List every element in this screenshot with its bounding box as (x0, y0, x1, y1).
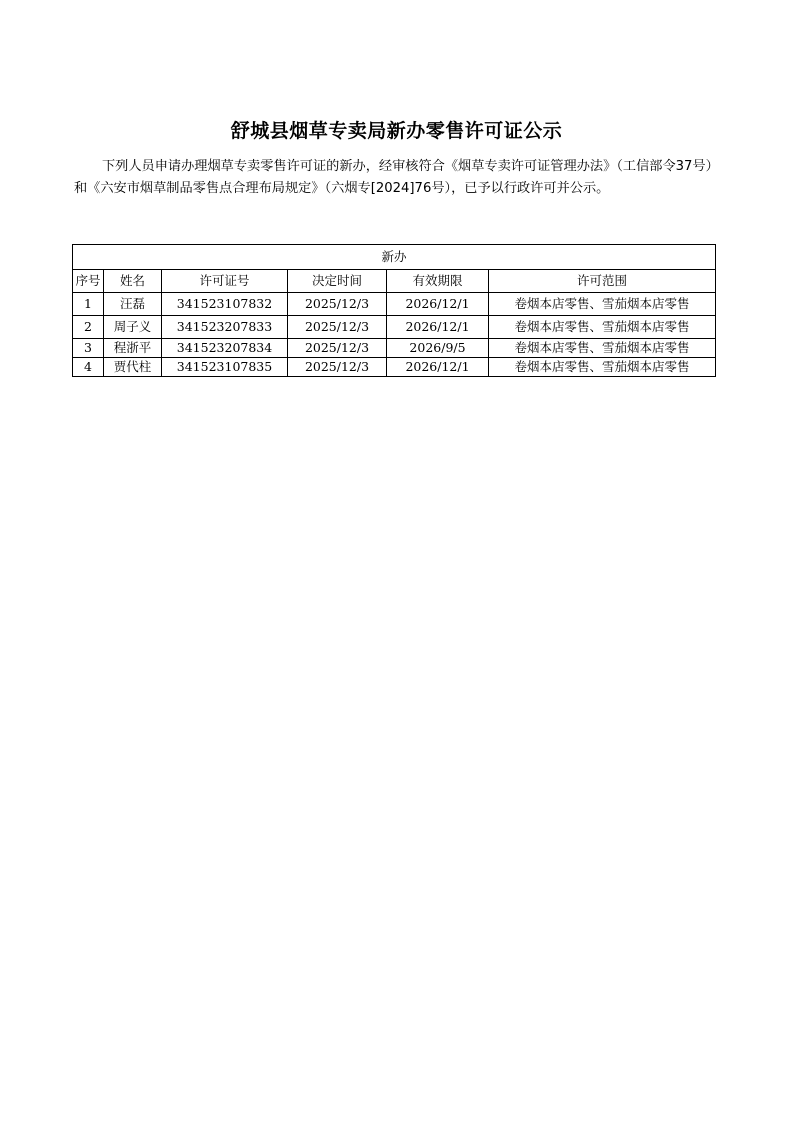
cell-scope: 卷烟本店零售、雪茄烟本店零售 (489, 293, 716, 316)
license-table (72, 244, 716, 377)
column-header-decision-date: 决定时间 (288, 270, 387, 293)
cell-license: 341523207833 (162, 316, 288, 339)
cell-scope: 卷烟本店零售、雪茄烟本店零售 (489, 339, 716, 358)
cell-decision-date: 2025/12/3 (288, 339, 387, 358)
column-header-license: 许可证号 (162, 270, 288, 293)
column-header-valid-until: 有效期限 (387, 270, 489, 293)
cell-name: 程浙平 (104, 339, 162, 358)
cell-valid-until: 2026/12/1 (387, 358, 489, 377)
cell-license: 341523107832 (162, 293, 288, 316)
column-header-name: 姓名 (104, 270, 162, 293)
table-group-header: 新办 (73, 245, 716, 270)
cell-valid-until: 2026/9/5 (387, 339, 489, 358)
table-row (73, 293, 716, 316)
cell-decision-date: 2025/12/3 (288, 293, 387, 316)
cell-decision-date: 2025/12/3 (288, 358, 387, 377)
cell-no: 1 (73, 293, 104, 316)
page-title: 舒城县烟草专卖局新办零售许可证公示 (230, 120, 563, 142)
table-row (73, 358, 716, 377)
cell-scope: 卷烟本店零售、雪茄烟本店零售 (489, 358, 716, 377)
cell-name: 汪磊 (104, 293, 162, 316)
table-group-header-row (73, 245, 716, 270)
cell-valid-until: 2026/12/1 (387, 293, 489, 316)
cell-no: 3 (73, 339, 104, 358)
column-header-no: 序号 (73, 270, 104, 293)
cell-name: 贾代柱 (104, 358, 162, 377)
cell-decision-date: 2025/12/3 (288, 316, 387, 339)
table-column-header-row (73, 270, 716, 293)
notice-paragraph: 下列人员申请办理烟草专卖零售许可证的新办，经审核符合《烟草专卖许可证管理办法》（工信部令37号）和《六安市烟草制品零售点合理布局规定》（六烟专[2024]76号），已予以行政许可并公示。 (74, 159, 719, 196)
cell-scope: 卷烟本店零售、雪茄烟本店零售 (489, 316, 716, 339)
column-header-scope: 许可范围 (489, 270, 716, 293)
table-row (73, 339, 716, 358)
cell-no: 4 (73, 358, 104, 377)
cell-license: 341523207834 (162, 339, 288, 358)
cell-name: 周子义 (104, 316, 162, 339)
cell-valid-until: 2026/12/1 (387, 316, 489, 339)
cell-no: 2 (73, 316, 104, 339)
cell-license: 341523107835 (162, 358, 288, 377)
table-row (73, 316, 716, 339)
